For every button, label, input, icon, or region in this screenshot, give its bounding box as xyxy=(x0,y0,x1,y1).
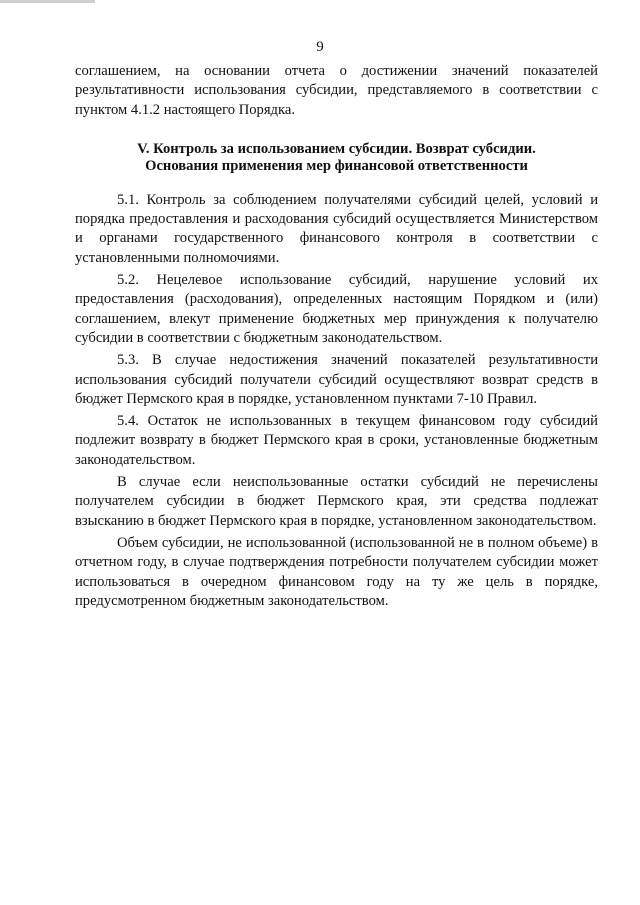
section-title-line-2: Основания применения мер финансовой ответственности xyxy=(145,157,528,174)
intro-paragraph: соглашением, на основании отчета о достижении значений показателей результативности использования субсидии, представляемого в соответствии с пунктом 4.1.2 настоящего Порядка. xyxy=(75,63,598,118)
document-body xyxy=(75,62,598,611)
paragraph-5-3: 5.3. В случае недостижения значений показателей результативности использования субсидий получатели субсидий осуществляют возврат средств в бюджет Пермского края в порядке, установленном пунктами 7-10 Правил. xyxy=(75,352,598,407)
paragraph-unused-subsidy: Объем субсидии, не использованной (использованной не в полном объеме) в отчетном году, в случае подтверждения потребности получателем субсидии может использоваться в очередном финансовом году на ту же цель в порядке, предусмотренном бюджетным законодательством. xyxy=(75,534,598,609)
paragraph-5-2: 5.2. Нецелевое использование субсидий, нарушение условий их предоставления (расходования), определенных настоящим Порядком и (или) соглашением, влекут применение бюджетных мер принуждения к получателю субсидии в соответствии с бюджетным законодательством. xyxy=(75,272,598,346)
paragraph-5-1: 5.1. Контроль за соблюдением получателями субсидий целей, условий и порядка предоставления и расходования субсидий осуществляется Министерством и органами государственного финансового контроля в соответствии с установленными полномочиями. xyxy=(75,191,598,266)
section-title xyxy=(75,141,598,175)
paragraph-unreturned-balances: В случае если неиспользованные остатки субсидий не перечислены получателем субсидии в бюджет Пермского края, эти средства подлежат взысканию в бюджет Пермского края в порядке, установленном законодательством. xyxy=(75,474,598,529)
page-number: 9 xyxy=(316,39,324,55)
section-title-line-1: V. Контроль за использованием субсидии. Возврат субсидии. xyxy=(137,140,536,157)
paragraph-5-4: 5.4. Остаток не использованных в текущем финансовом году субсидий подлежит возврату в бюджет Пермского края в сроки, установленные бюджетным законодательством. xyxy=(75,413,598,468)
scan-edge-mark xyxy=(0,0,95,3)
